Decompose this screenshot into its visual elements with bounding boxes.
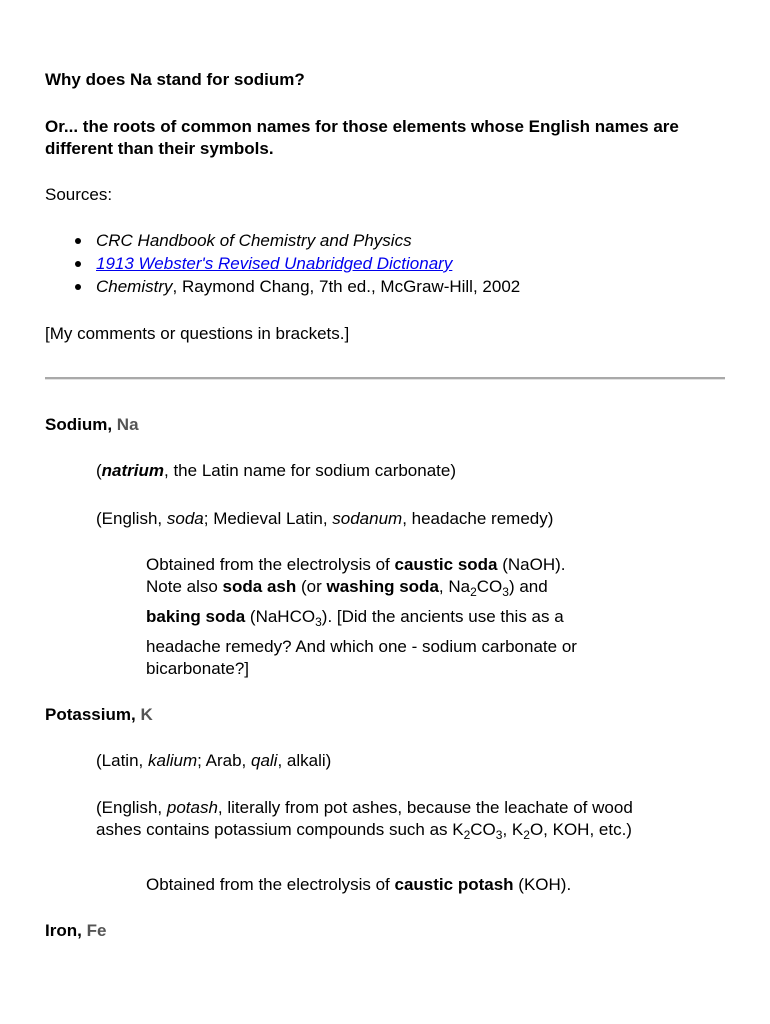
potassium-heading <box>45 704 153 726</box>
iron-heading <box>45 920 106 942</box>
source-crc-title: CRC Handbook of Chemistry and Physics <box>96 231 412 250</box>
sodium-note-line-3: baking soda (NaHCO$_3$). [Did the ancients use this as a <box>146 607 564 629</box>
sodium-heading <box>45 414 139 436</box>
potassium-english-origin-line-2: ashes contains potassium compounds such as $K_2CO_3$, $K_2O$, KOH, etc.) <box>96 820 632 842</box>
potassium-english-origin-line-1: (English, potash, literally from pot ashes, because the leachate of wood <box>96 798 633 817</box>
bullet-icon <box>75 284 81 290</box>
source-item-chang <box>45 275 520 298</box>
horizontal-rule <box>45 377 725 380</box>
source-item-crc <box>45 229 520 252</box>
potassium-latin-origin: (Latin, kalium; Arab, qali, alkali) <box>96 751 332 770</box>
potassium-note: Obtained from the electrolysis of caustic potash (KOH). <box>146 875 572 894</box>
iron-symbol: Fe <box>86 921 107 940</box>
webster-dictionary-link[interactable]: 1913 Webster's Revised Unabridged Dictionary <box>96 254 453 273</box>
potassium-name: Potassium, <box>45 705 136 724</box>
source-chang-details: , Raymond Chang, 7th ed., McGraw-Hill, 2002 <box>172 277 521 296</box>
sources-list <box>45 229 520 298</box>
sodium-symbol: Na <box>116 415 139 434</box>
sodium-note-line-4: headache remedy? And which one - sodium carbonate or <box>146 637 577 656</box>
sodium-english-origin: (English, soda; Medieval Latin, sodanum, headache remedy) <box>96 509 554 528</box>
sodium-note-line-1: Obtained from the electrolysis of caustic soda (NaOH). <box>146 555 566 574</box>
bullet-icon <box>75 238 81 244</box>
sources-label: Sources: <box>45 185 113 204</box>
sodium-note-line-5: bicarbonate?] <box>146 659 250 678</box>
comments-note: [My comments or questions in brackets.] <box>45 324 350 343</box>
page-title: Why does Na stand for sodium? <box>45 70 305 89</box>
page-subtitle: Or... the roots of common names for those elements whose English names are different than their symbols. <box>45 117 679 158</box>
source-item-webster <box>45 252 520 275</box>
iron-name: Iron, <box>45 921 82 940</box>
source-chang-title: Chemistry <box>96 277 173 296</box>
sodium-name: Sodium, <box>45 415 113 434</box>
sodium-note-line-2: Note also soda ash (or washing soda, $Na_2CO_3$) and <box>146 577 548 599</box>
sodium-latin-origin: (natrium, the Latin name for sodium carbonate) <box>96 461 457 480</box>
potassium-symbol: K <box>140 705 153 724</box>
bullet-icon <box>75 261 81 267</box>
